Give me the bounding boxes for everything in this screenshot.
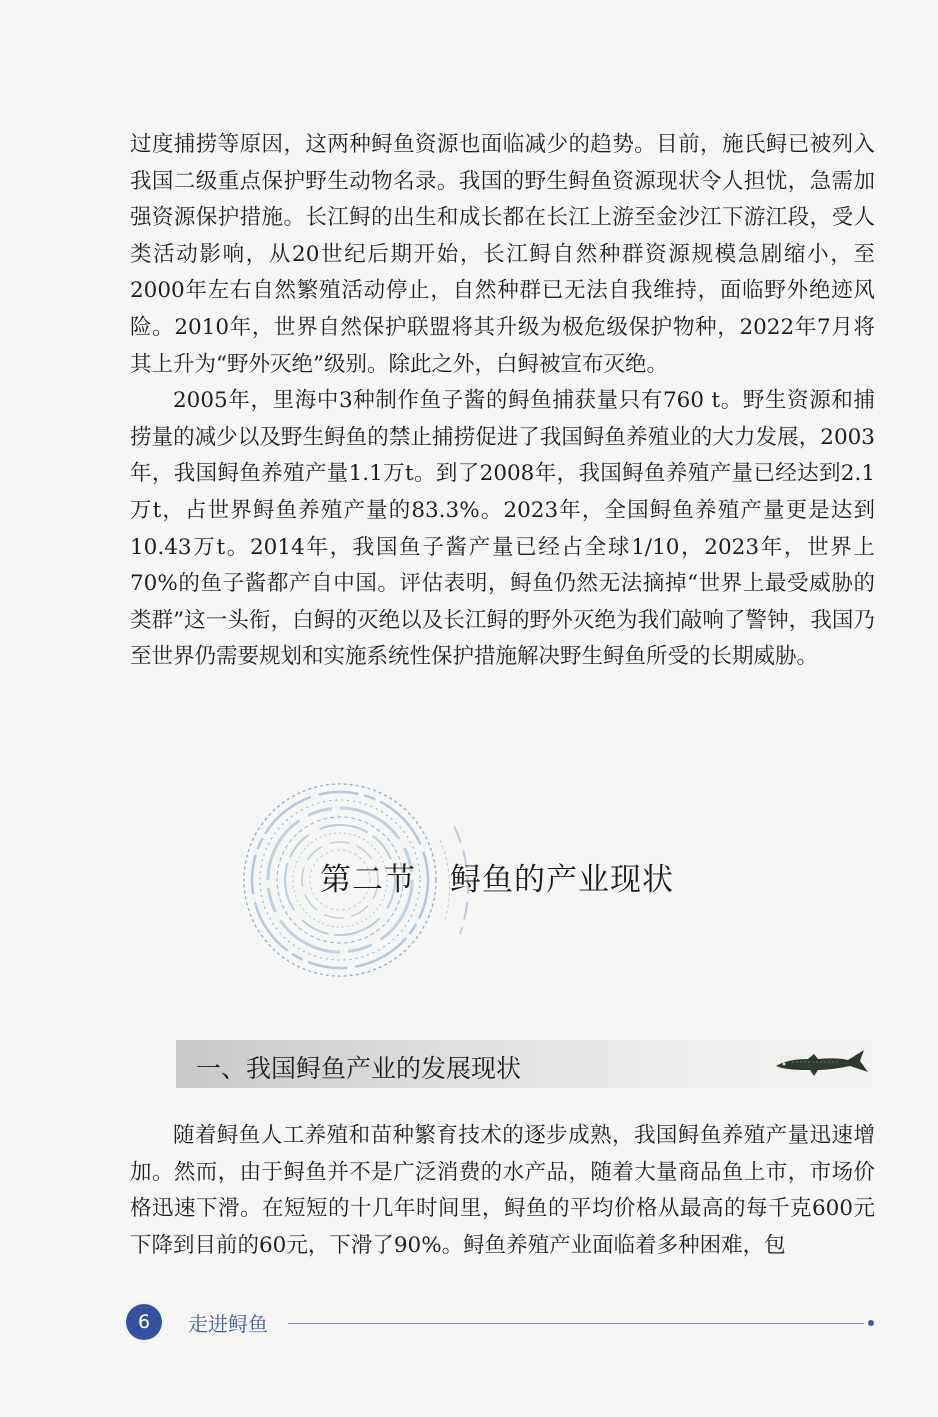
footer-divider [288,1323,864,1324]
body-text-lower [130,1118,875,1264]
running-title: 走进鲟鱼 [188,1312,268,1336]
paragraph-3: 随着鲟鱼人工养殖和苗种繁育技术的逐步成熟，我国鲟鱼养殖产量迅速增加。然而，由于鲟鱼并不是广泛消费的水产品，随着大量商品鱼上市，市场价格迅速下滑。在短短的十几年时间里，鲟鱼的平均价格从最高的每千克600元下降到目前的60元，下滑了90%。鲟鱼养殖产业面临着多种困难，包 [130,1123,875,1258]
subsection-title: 一、我国鲟鱼产业的发展现状 [196,1054,522,1083]
subsection-banner [176,1040,872,1088]
sturgeon-icon [774,1046,870,1080]
paragraph-2: 2005年，里海中3种制作鱼子酱的鲟鱼捕获量只有760 t。野生资源和捕捞量的减少以及野生鲟鱼的禁止捕捞促进了我国鲟鱼养殖业的大力发展，2003年，我国鲟鱼养殖产量1.1万t。到了2008年，我国鲟鱼养殖产量已经达到2.1万t，占世界鲟鱼养殖产量的83.3%。2023年，全国鲟鱼养殖产量更是达到10.43万t。2014年，我国鱼子酱产量已经占全球1/10，2023年，世界上70%的鱼子酱都产自中国。评估表明，鲟鱼仍然无法摘掉“世界上最受威胁的类群”这一头衔，白鲟的灭绝以及长江鲟的野外灭绝为我们敲响了警钟，我国乃至世界仍需要规划和实施系统性保护措施解决野生鲟鱼所受的长期威胁。 [130,388,875,670]
footer-dot-icon [868,1320,874,1326]
body-text-upper [130,127,875,676]
page-footer [0,1300,938,1350]
section-title [320,854,674,899]
page-number: 6 [126,1304,162,1340]
section-name: 鲟鱼的产业现状 [450,862,674,898]
paragraph-1: 过度捕捞等原因，这两种鲟鱼资源也面临减少的趋势。目前，施氏鲟已被列入我国二级重点保护野生动物名录。我国的野生鲟鱼资源现状令人担忧，急需加强资源保护措施。长江鲟的出生和成长都在长江上游至金沙江下游江段，受人类活动影响，从20世纪后期开始，长江鲟自然种群资源规模急剧缩小，至2000年左右自然繁殖活动停止，自然种群已无法自我维持，面临野外绝迹风险。2010年，世界自然保护联盟将其升级为极危级保护物种，2022年7月将其上升为“野外灭绝”级别。除此之外，白鲟被宣布灭绝。 [130,132,875,377]
section-number: 第二节 [320,862,416,898]
section-heading [240,780,700,980]
